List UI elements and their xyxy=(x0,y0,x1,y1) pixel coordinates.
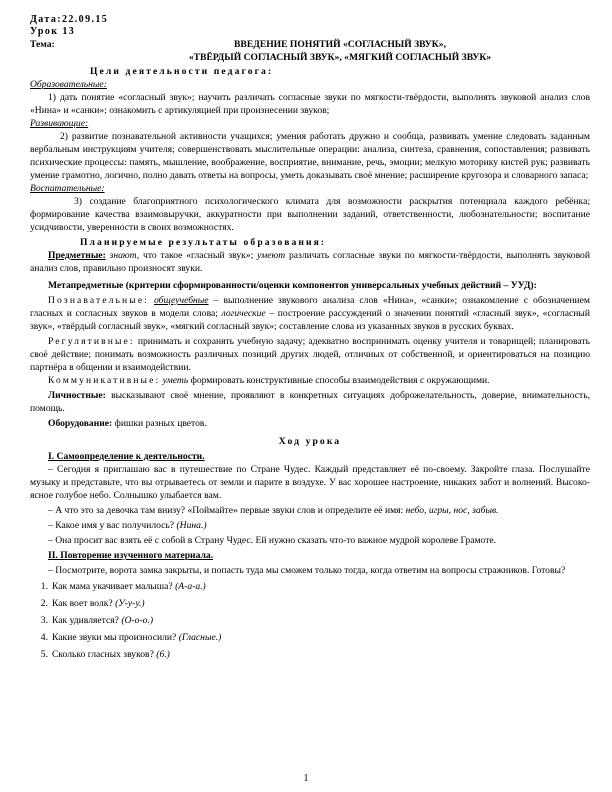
equipment-label: Оборудование: xyxy=(48,418,113,429)
question-text: Какие звуки мы произносили? xyxy=(52,632,177,643)
lesson-date: Дата:22.09.15 xyxy=(30,14,109,25)
personal-label: Личностные: xyxy=(48,390,106,401)
equipment-text: фишки разных цветов. xyxy=(114,418,207,429)
list-item xyxy=(34,580,590,593)
answer-text: (У-у-у.) xyxy=(115,598,145,609)
upbringing-text xyxy=(30,195,590,234)
developing-label: Развивающие: xyxy=(30,118,89,129)
upbringing-body: создание благоприятного психологического климата для возможности раскрытия потенциала каждого ребёнка; формирование качества взаимовыручки, аккуратности при выполнении заданий, ответственности, любознательности; воспитание усидчивости, уверенности в своих возможностях. xyxy=(30,196,590,233)
list-item-number: 3. xyxy=(40,615,48,626)
educational-text xyxy=(30,91,590,117)
subject-results xyxy=(30,249,590,275)
topic-label: Тема: xyxy=(30,39,55,50)
list-item-number: 1. xyxy=(40,581,48,592)
educational-label: Образовательные: xyxy=(30,79,107,90)
subject-text-1: что такое «гласный звук»; xyxy=(143,250,254,261)
question-text: Как воет волк? xyxy=(52,598,113,609)
subject-text-2: различать согласные звуки по мягкости-твёрдости, выполнять звуковой анализ слов, правильно произносят звуки. xyxy=(30,250,590,274)
page-number: 1 xyxy=(303,773,309,784)
question-text: Как удивляется? xyxy=(52,615,119,626)
answer-text: (Гласные.) xyxy=(178,632,222,643)
question-text: Как мама укачивает малыша? xyxy=(52,581,173,592)
personal-results xyxy=(30,389,590,415)
course-heading: Ход урока xyxy=(278,436,342,447)
meta-label: Метапредметные (критерии сформированности/оценки компонентов универсальных учебных действий – УУД): xyxy=(48,280,537,291)
subject-label: Предметные: xyxy=(48,250,106,261)
course-paragraph-2 xyxy=(30,504,590,517)
cognitive-text-2: – построение рассуждений о значении понятий «гласный звук», «согласный звук», «твёрдый согласный звук», «мягкий согласный звук»; составление слова из указанных звуков в русских буквах. xyxy=(30,308,590,332)
regulative-text: принимать и сохранять учебную задачу; адекватно воспринимать оценку учителя и товарищей; планировать своё действие; понимать возможность различных позиций других людей, отличных от собственной, и ориентироваться на позицию партнёра в общении и взаимодействии. xyxy=(30,336,590,373)
results-heading: Планируемые результаты образования: xyxy=(80,237,327,248)
answer-text: (О-о-о.) xyxy=(121,615,154,626)
document-page xyxy=(30,14,590,661)
p2-text: – А что это за девочка там внизу? «Поймайте» первые звуки слов и определите её имя: xyxy=(48,505,404,516)
list-item xyxy=(34,631,590,644)
list-item-number: 2. xyxy=(40,598,48,609)
p2-words: небо, игры, нос, забыв. xyxy=(405,505,499,516)
lesson-number: Урок 13 xyxy=(30,26,76,37)
regulative-label: Регулятивные: xyxy=(48,336,135,347)
list-item-number: 4. xyxy=(40,632,48,643)
course-paragraph-1: – Сегодня я приглашаю вас в путешествие по Стране Чудес. Каждый представляет её по-своему. Закройте глаза. Послушайте музыку и представьте, что вы отрываетесь от земли и парите в воздухе. У вас хорошее настроение, никаких забот и волнений. Высоко-ясное голубое небо. Солнышко улыбается вам. xyxy=(30,464,590,501)
course-paragraph-5: – Посмотрите, ворота замка закрыты, и попасть туда мы сможем только тогда, когда ответим на вопросы стражников. Готовы? xyxy=(48,565,566,576)
cognitive-label: Познавательные: xyxy=(48,295,149,306)
cognitive-logical: логические xyxy=(221,308,266,319)
developing-text xyxy=(30,130,590,182)
list-item xyxy=(34,597,590,610)
educational-body: дать понятие «согласный звук»; научить различать согласные звуки по мягкости-твёрдости, выполнять звуковой анализ слов «Нина» и «санки»; ознакомить с артикуляцией при произнесении звуков; xyxy=(30,92,590,116)
personal-text: высказывают своё мнение, проявляют в конкретных ситуациях доброжелательность, доверие, внимательность, помощь. xyxy=(30,390,590,414)
upbringing-label: Воспитательные: xyxy=(30,183,105,194)
topic-title xyxy=(30,38,590,64)
upbringing-num: 3) xyxy=(74,196,82,207)
cognitive-text-1: – выполнение звукового анализа слов «Нина», «санки»; ознакомление с обозначением гласных и согласных звуков в модели слова; xyxy=(30,295,590,319)
p3-text: – Какое имя у вас получилось? xyxy=(48,520,175,531)
topic-row xyxy=(30,38,590,64)
cognitive-general: общеучебные xyxy=(154,295,209,306)
question-text: Сколько гласных звуков? xyxy=(52,649,154,660)
regulative-results xyxy=(30,335,590,374)
question-list xyxy=(30,580,590,661)
equipment xyxy=(30,417,590,430)
list-item xyxy=(34,614,590,627)
answer-text: (6.) xyxy=(156,649,170,660)
topic-line-1: ВВЕДЕНИЕ ПОНЯТИЙ «СОГЛАСНЫЙ ЗВУК», xyxy=(234,39,446,50)
course-paragraph-3 xyxy=(30,519,590,532)
list-item-number: 5. xyxy=(40,649,48,660)
cognitive-results xyxy=(30,294,590,333)
answer-text: (А-а-а.) xyxy=(175,581,206,592)
step-1-heading: I. Самоопределение к деятельности. xyxy=(48,451,205,462)
course-paragraph-4: – Она просит вас взять её с собой в Страну Чудес. Ей нужно сказать что-то важное мудрой королеве Грамоте. xyxy=(48,535,497,546)
subject-can: умеют xyxy=(257,250,286,261)
list-item xyxy=(34,648,590,661)
subject-know: знают, xyxy=(109,250,140,261)
developing-body: развитие познавательной активности учащихся; умения работать дружно и сообща, развивать умение следовать заданным вербальным инструкциям учителя; совершенствовать мыслительные операции: анализа, синтеза, сравнения, сопоставления; развивать психические процессы: память, мышление, воображение, восприятие, внимание, речь, эмоции; мелкую моторику кистей рук; развивать умение грамотно, логично, полно давать ответы на вопросы, уметь доказывать своё мнение; расширение кругозора и словарного запаса; xyxy=(30,131,590,181)
goals-heading: Цели деятельности педагога: xyxy=(90,66,274,77)
communicative-can: уметь xyxy=(162,375,189,386)
p3-answer: (Нина.) xyxy=(176,520,207,531)
educational-num: 1) xyxy=(48,92,56,103)
developing-num: 2) xyxy=(60,131,68,142)
topic-line-2: «ТВЁРДЫЙ СОГЛАСНЫЙ ЗВУК», «МЯГКИЙ СОГЛАСНЫЙ ЗВУК» xyxy=(188,52,492,63)
communicative-text: формировать конструктивные способы взаимодействия с окружающими. xyxy=(190,375,490,386)
communicative-label: Коммуникативные: xyxy=(48,375,161,386)
step-2-heading: II. Повторение изученного материала. xyxy=(48,550,214,561)
communicative-results xyxy=(30,374,590,387)
